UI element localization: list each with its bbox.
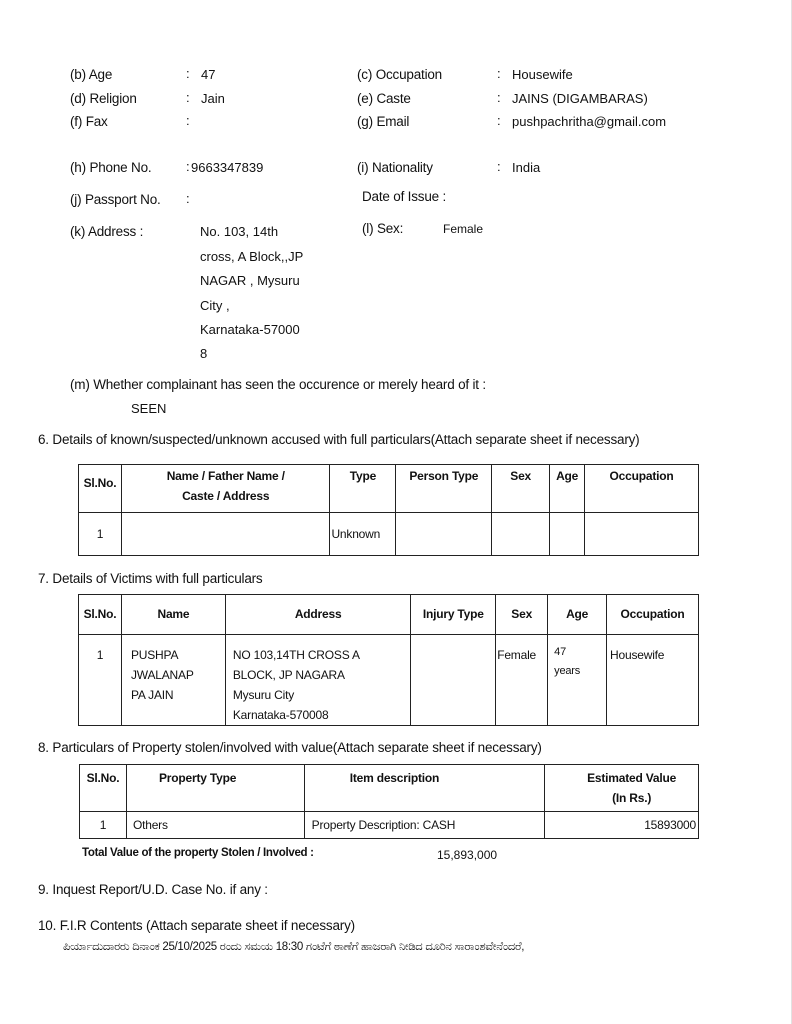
age-value: 47 [201, 67, 216, 82]
address-line: City , [200, 298, 230, 313]
email-label: (g) Email [357, 114, 410, 129]
header-occupation: Occupation [607, 595, 699, 635]
header-property-type: Property Type [126, 765, 304, 812]
religion-value: Jain [201, 91, 225, 106]
table-row [79, 513, 699, 556]
header-estimated-value: Estimated Value (In Rs.) [545, 765, 699, 812]
accused-table-header [79, 465, 699, 513]
cell-age [550, 513, 585, 556]
section-10-heading: 10. F.I.R Contents (Attach separate sheet if necessary) [38, 918, 355, 933]
cell-type: Unknown [330, 513, 396, 556]
victims-table-header [79, 595, 699, 635]
header-person-type: Person Type [396, 465, 492, 513]
cell-value: 15893000 [545, 812, 699, 839]
phone-label: (h) Phone No. [70, 160, 152, 175]
nationality-colon: : [497, 159, 501, 174]
header-sex: Sex [496, 595, 548, 635]
date-of-issue-label: Date of Issue : [362, 189, 447, 204]
section-7-heading: 7. Details of Victims with full particulars [38, 571, 263, 586]
seen-or-heard-value: SEEN [131, 401, 167, 416]
table-row [79, 635, 699, 726]
cell-slno: 1 [80, 812, 127, 839]
header-type: Type [330, 465, 396, 513]
cell-age: 47 years [548, 635, 607, 726]
fir-content: ಪಿರ್ಯಾದುದಾರರು ದಿನಾಂಕ 25/10/2025 ರಂದು ಸಮಯ 18:30 ಗಂಟೆಗೆ ಠಾಣೆಗೆ ಹಾಜರಾಗಿ ನೀಡಿದ ದೂರಿನ ಸಾರಾಂಶವೇನೆಂದರೆ, [63, 941, 525, 953]
cell-name: PUSHPA JWALANAP PA JAIN [121, 635, 225, 726]
caste-label: (e) Caste [357, 91, 411, 106]
religion-colon: : [186, 90, 190, 105]
section-6-heading: 6. Details of known/suspected/unknown accused with full particulars(Attach separate sheet if necessary) [38, 432, 640, 447]
accused-table [78, 464, 699, 556]
address-line: Karnataka-57000 [200, 322, 300, 337]
phone-value: 9663347839 [191, 160, 264, 175]
header-name: Name / Father Name / Caste / Address [121, 465, 329, 513]
header-occupation: Occupation [585, 465, 699, 513]
cell-slno: 1 [79, 513, 122, 556]
table-row [80, 812, 699, 839]
cell-description: Property Description: CASH [304, 812, 545, 839]
fax-label: (f) Fax [70, 114, 108, 129]
header-address: Address [225, 595, 411, 635]
address-label: (k) Address : [70, 224, 144, 239]
nationality-value: India [512, 160, 541, 175]
section-8-heading: 8. Particulars of Property stolen/involved with value(Attach separate sheet if necessary) [38, 740, 542, 755]
property-table [79, 764, 699, 839]
total-value: 15,893,000 [437, 848, 498, 862]
header-slno: Sl.No. [79, 595, 122, 635]
caste-value: JAINS (DIGAMBARAS) [512, 91, 648, 106]
address-line: No. 103, 14th [200, 224, 279, 239]
occupation-label: (c) Occupation [357, 67, 442, 82]
header-sex: Sex [492, 465, 550, 513]
caste-colon: : [497, 90, 501, 105]
victims-table [78, 594, 699, 726]
property-table-header [80, 765, 699, 812]
passport-colon: : [186, 191, 190, 206]
cell-address: NO 103,14TH CROSS A BLOCK, JP NAGARA Mysuru City Karnataka-570008 [225, 635, 411, 726]
header-slno: Sl.No. [80, 765, 127, 812]
cell-sex: Female [496, 635, 548, 726]
sex-label: (l) Sex: [362, 221, 404, 236]
total-value-label: Total Value of the property Stolen / Involved : [82, 847, 314, 859]
header-age: Age [550, 465, 585, 513]
phone-colon: : [186, 159, 190, 174]
address-line: 8 [200, 346, 208, 361]
cell-name [121, 513, 329, 556]
seen-or-heard-label: (m) Whether complainant has seen the occurence or merely heard of it : [70, 377, 486, 392]
religion-label: (d) Religion [70, 91, 137, 106]
age-colon: : [186, 66, 190, 81]
cell-property-type: Others [126, 812, 304, 839]
section-9-heading: 9. Inquest Report/U.D. Case No. if any : [38, 882, 268, 897]
header-slno: Sl.No. [79, 465, 122, 513]
header-name: Name [121, 595, 225, 635]
cell-sex [492, 513, 550, 556]
sex-value: Female [443, 222, 484, 236]
email-colon: : [497, 113, 501, 128]
age-label: (b) Age [70, 67, 113, 82]
fax-colon: : [186, 113, 190, 128]
occupation-colon: : [497, 66, 501, 81]
passport-label: (j) Passport No. [70, 192, 161, 207]
header-item-description: Item description [304, 765, 545, 812]
cell-injury-type [411, 635, 496, 726]
nationality-label: (i) Nationality [357, 160, 433, 175]
address-line: cross, A Block,,JP [200, 249, 304, 264]
occupation-value: Housewife [512, 67, 573, 82]
cell-person-type [396, 513, 492, 556]
cell-occupation [585, 513, 699, 556]
address-line: NAGAR , Mysuru [200, 273, 300, 288]
header-injury-type: Injury Type [411, 595, 496, 635]
cell-slno: 1 [79, 635, 122, 726]
email-value: pushpachritha@gmail.com [512, 114, 667, 129]
header-age: Age [548, 595, 607, 635]
cell-occupation: Housewife [607, 635, 699, 726]
